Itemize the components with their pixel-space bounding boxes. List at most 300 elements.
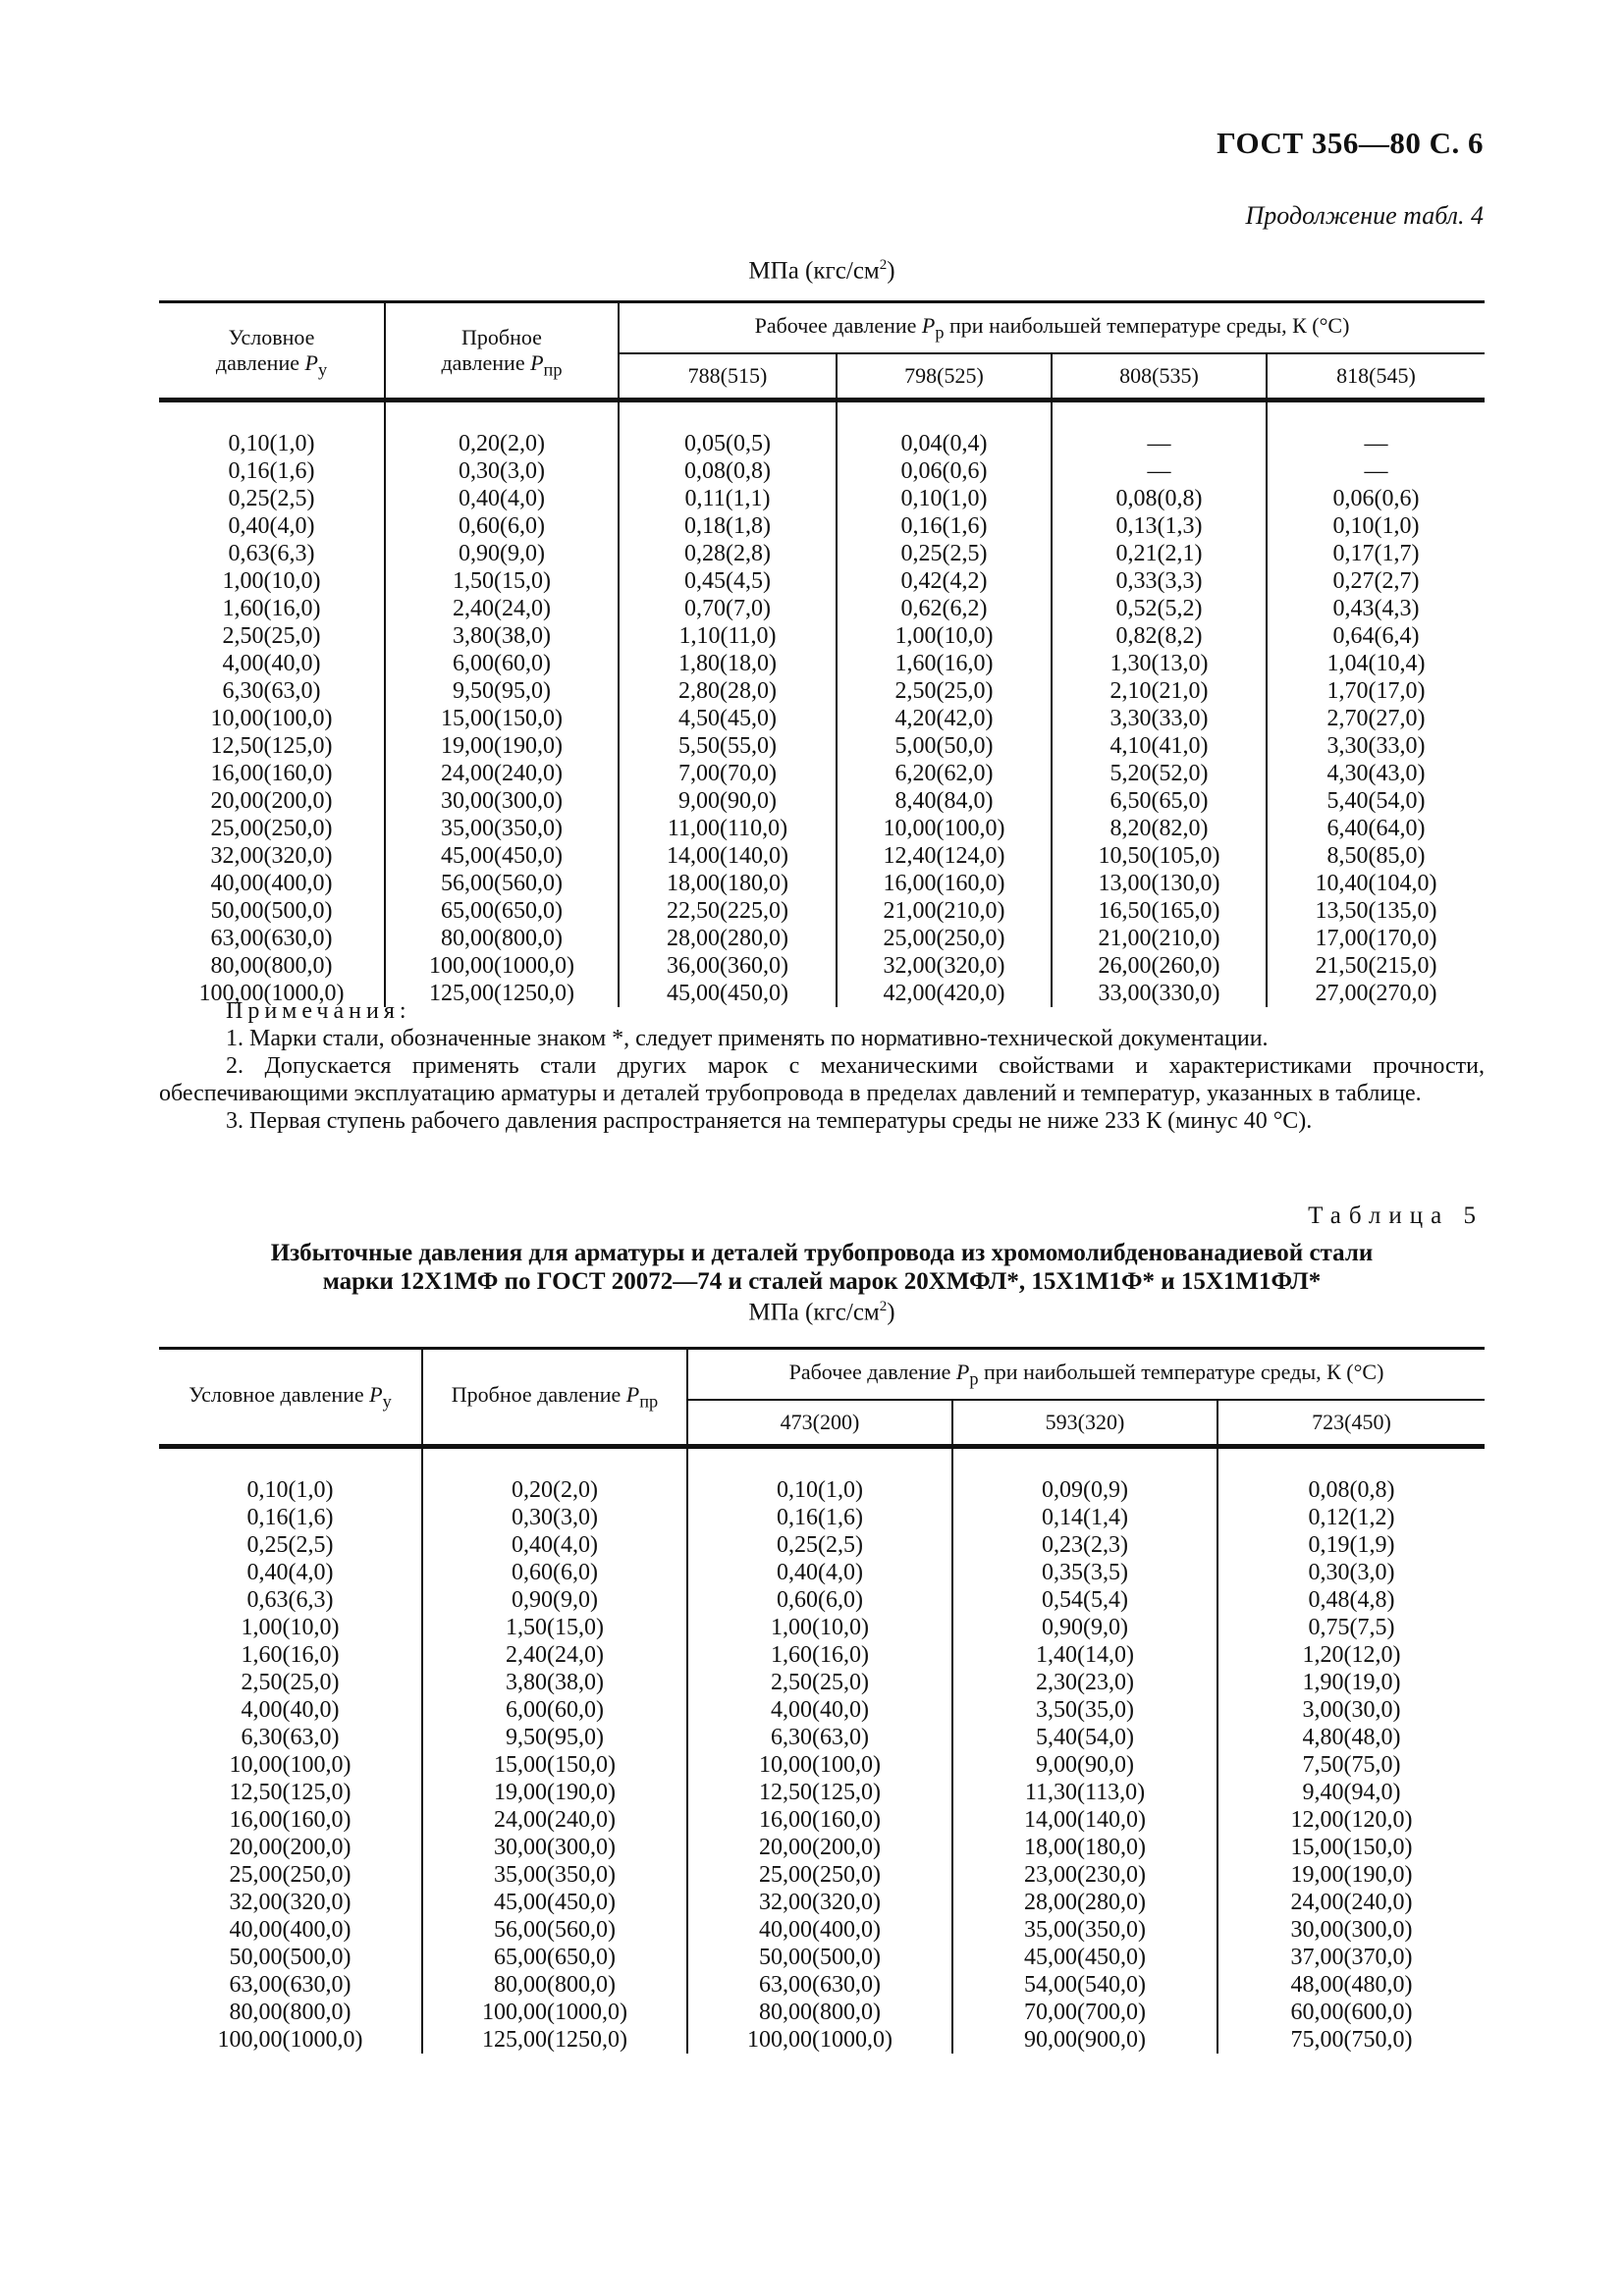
table-row (159, 815, 1485, 842)
table-cell: 16,00(160,0) (687, 1806, 952, 1834)
table-row (159, 842, 1485, 870)
table4 (159, 300, 1485, 1007)
table-cell: 10,00(100,0) (837, 815, 1052, 842)
table-cell: 45,00(450,0) (422, 1889, 687, 1916)
table-cell: 0,10(1,0) (1267, 512, 1485, 540)
table-cell: 0,16(1,6) (228, 458, 315, 484)
table-cell: 9,00(90,0) (619, 787, 837, 815)
continuation-label: Продолжение табл. 4 (1245, 201, 1484, 230)
table-cell: 1,90(19,0) (1217, 1669, 1485, 1696)
table-cell: 15,00(150,0) (385, 705, 619, 732)
table-cell: 28,00(280,0) (619, 925, 837, 952)
table-cell: 6,30(63,0) (687, 1724, 952, 1751)
table-row (159, 622, 1485, 650)
table-cell: 1,60(16,0) (687, 1641, 952, 1669)
table-cell: 0,40(4,0) (228, 513, 315, 539)
table-cell: 90,00(900,0) (952, 2026, 1217, 2054)
table-cell: 0,42(4,2) (837, 567, 1052, 595)
table-cell: 63,00(630,0) (687, 1971, 952, 1999)
table-cell: 11,00(110,0) (619, 815, 837, 842)
table5 (159, 1347, 1485, 2054)
table-cell: 2,50(25,0) (241, 1670, 340, 1695)
table-cell: 25,00(250,0) (837, 925, 1052, 952)
table-cell: 0,21(2,1) (1052, 540, 1267, 567)
table-cell: 100,00(1000,0) (687, 2026, 952, 2054)
table-cell: — (1052, 430, 1267, 457)
table-row (159, 540, 1485, 567)
table-cell: 0,63(6,3) (228, 541, 315, 566)
table-cell: 19,00(190,0) (422, 1779, 687, 1806)
table-cell: 0,11(1,1) (619, 485, 837, 512)
header-temp: 723(450) (1217, 1400, 1485, 1447)
table-cell: 4,80(48,0) (1217, 1724, 1485, 1751)
table-cell: 0,40(4,0) (246, 1560, 334, 1585)
table-cell: 0,40(4,0) (687, 1559, 952, 1586)
table-cell: 42,00(420,0) (837, 980, 1052, 1007)
table-cell: 0,45(4,5) (619, 567, 837, 595)
table-cell: 12,40(124,0) (837, 842, 1052, 870)
table-cell: 60,00(600,0) (1217, 1999, 1485, 2026)
table-cell: 2,40(24,0) (422, 1641, 687, 1669)
table-row (159, 1916, 1485, 1944)
table-cell: 0,60(6,0) (687, 1586, 952, 1614)
header-working-pressure: Рабочее давление $P_р$ при наибольшей температуре среды, К (°С) (687, 1349, 1485, 1400)
table-cell: 0,63(6,3) (246, 1587, 334, 1613)
table-row (159, 1999, 1485, 2026)
table-cell: — (1267, 457, 1485, 485)
table-cell: 32,00(320,0) (837, 952, 1052, 980)
table-cell: 80,00(800,0) (229, 2000, 352, 2025)
table-cell: 1,40(14,0) (952, 1641, 1217, 1669)
table5-title: Избыточные давления для арматуры и деталей трубопровода из хромомолибденованадиевой стали марки 12Х1МФ по ГОСТ 20072—74 и сталей марок 20ХМФЛ*, 15Х1М1Ф* и 15Х1М1ФЛ* (270, 1240, 1374, 1295)
table-cell: 0,09(0,9) (952, 1476, 1217, 1504)
table-row (159, 457, 1485, 485)
table-row (159, 1861, 1485, 1889)
table-cell: 9,50(95,0) (422, 1724, 687, 1751)
table-cell: 0,04(0,4) (837, 430, 1052, 457)
table5-units: МПа $(кгс/см^2)$ (748, 1299, 895, 1326)
table-cell: 8,40(84,0) (837, 787, 1052, 815)
table-cell: 15,00(150,0) (1217, 1834, 1485, 1861)
note-item: 1. Марки стали, обозначенные знаком *, следует применять по нормативно-технической документации. (226, 1026, 1269, 1051)
table-cell: 56,00(560,0) (422, 1916, 687, 1944)
header-working-pressure: Рабочее давление $P_р$ при наибольшей температуре среды, К (°С) (619, 302, 1485, 353)
table-cell: 1,04(10,4) (1267, 650, 1485, 677)
table-cell: 0,10(1,0) (228, 431, 315, 456)
table-cell: 27,00(270,0) (1267, 980, 1485, 1007)
table-cell: 56,00(560,0) (385, 870, 619, 897)
table-row (159, 1696, 1485, 1724)
table-cell: 0,30(3,0) (385, 457, 619, 485)
table-cell: 13,00(130,0) (1052, 870, 1267, 897)
table-cell: 0,75(7,5) (1217, 1614, 1485, 1641)
table-cell: 7,00(70,0) (619, 760, 837, 787)
table-cell: 0,16(1,6) (246, 1505, 334, 1530)
table-cell: 0,60(6,0) (422, 1559, 687, 1586)
note-item: 2. Допускается применять стали других марок с механическими свойствами и характеристиками прочности, обеспечивающими эксплуатацию арматуры и деталей трубопровода в пределах давлений и температур, указанных в таблице. (159, 1053, 1485, 1106)
table-cell: — (1052, 457, 1267, 485)
table-cell: 0,40(4,0) (385, 485, 619, 512)
table-cell: 28,00(280,0) (952, 1889, 1217, 1916)
table-cell: 8,20(82,0) (1052, 815, 1267, 842)
table-cell: 63,00(630,0) (210, 926, 333, 951)
table-cell: 24,00(240,0) (1217, 1889, 1485, 1916)
table-cell: 50,00(500,0) (229, 1945, 352, 1970)
table-row (159, 787, 1485, 815)
header-test-pressure: Пробное давление $P_{пр}$ (422, 1349, 687, 1447)
table-cell: 30,00(300,0) (422, 1834, 687, 1861)
table-cell: 5,20(52,0) (1052, 760, 1267, 787)
table-row (159, 1586, 1485, 1614)
table-cell: 100,00(1000,0) (385, 952, 619, 980)
table-cell: 1,50(15,0) (385, 567, 619, 595)
table-cell: 0,43(4,3) (1267, 595, 1485, 622)
table-cell: 0,19(1,9) (1217, 1531, 1485, 1559)
table-cell: 0,82(8,2) (1052, 622, 1267, 650)
table-row (159, 870, 1485, 897)
table-row (159, 1944, 1485, 1971)
table-cell: 32,00(320,0) (687, 1889, 952, 1916)
table5-body (159, 1447, 1485, 2055)
table-cell: 0,08(0,8) (1217, 1476, 1485, 1504)
table-cell: 2,50(25,0) (687, 1669, 952, 1696)
table-cell: 100,00(1000,0) (422, 1999, 687, 2026)
table-row (159, 1531, 1485, 1559)
table-cell: 33,00(330,0) (1052, 980, 1267, 1007)
table-row (159, 1779, 1485, 1806)
header-temp: 818(545) (1267, 353, 1485, 400)
table-cell: 80,00(800,0) (687, 1999, 952, 2026)
table-cell: 0,33(3,3) (1052, 567, 1267, 595)
header-temp: 808(535) (1052, 353, 1267, 400)
table-cell: 13,50(135,0) (1267, 897, 1485, 925)
table-cell: 125,00(1250,0) (385, 980, 619, 1007)
table-cell: 10,00(100,0) (229, 1752, 352, 1778)
table-cell: 25,00(250,0) (210, 816, 333, 841)
table-cell: 5,40(54,0) (952, 1724, 1217, 1751)
table-cell: 65,00(650,0) (385, 897, 619, 925)
table-cell: 1,10(11,0) (619, 622, 837, 650)
table-cell: 5,00(50,0) (837, 732, 1052, 760)
table-cell: 0,06(0,6) (837, 457, 1052, 485)
table-cell: 32,00(320,0) (210, 843, 333, 869)
table-cell: 16,00(160,0) (210, 761, 333, 786)
table-cell: 45,00(450,0) (619, 980, 837, 1007)
table-cell: 6,50(65,0) (1052, 787, 1267, 815)
notes-title: Примечания: (226, 998, 411, 1024)
table-cell: 45,00(450,0) (385, 842, 619, 870)
table-cell: 16,50(165,0) (1052, 897, 1267, 925)
table-cell: 4,00(40,0) (687, 1696, 952, 1724)
table-row (159, 760, 1485, 787)
table-cell: 80,00(800,0) (210, 953, 333, 979)
table-cell: 12,50(125,0) (229, 1780, 352, 1805)
table-cell: 37,00(370,0) (1217, 1944, 1485, 1971)
table-cell: 100,00(1000,0) (198, 981, 345, 1006)
table-cell: 4,00(40,0) (222, 651, 321, 676)
table-cell: 0,10(1,0) (246, 1477, 334, 1503)
table-cell: 4,30(43,0) (1267, 760, 1485, 787)
table-cell: 21,50(215,0) (1267, 952, 1485, 980)
table-cell: 0,06(0,6) (1267, 485, 1485, 512)
table-cell: 20,00(200,0) (687, 1834, 952, 1861)
table-cell: 0,13(1,3) (1052, 512, 1267, 540)
table-row (159, 1669, 1485, 1696)
table-cell: 0,70(7,0) (619, 595, 837, 622)
header-temp: 473(200) (687, 1400, 952, 1447)
table-cell: 48,00(480,0) (1217, 1971, 1485, 1999)
table-cell: 1,30(13,0) (1052, 650, 1267, 677)
table-row (159, 1476, 1485, 1504)
table-cell: 8,50(85,0) (1267, 842, 1485, 870)
table-cell: 0,27(2,7) (1267, 567, 1485, 595)
table4-units: МПа $(кгс/см^2)$ (748, 257, 895, 285)
table-cell: 6,30(63,0) (222, 678, 321, 704)
table-row (159, 567, 1485, 595)
table-cell: 40,00(400,0) (229, 1917, 352, 1943)
table-cell: 3,80(38,0) (385, 622, 619, 650)
table-cell: 0,30(3,0) (422, 1504, 687, 1531)
table-row (159, 512, 1485, 540)
table-cell: 15,00(150,0) (422, 1751, 687, 1779)
table-cell: 0,52(5,2) (1052, 595, 1267, 622)
table-cell: 0,35(3,5) (952, 1559, 1217, 1586)
table-cell: 22,50(225,0) (619, 897, 837, 925)
table-cell: 20,00(200,0) (229, 1835, 352, 1860)
table-cell: 80,00(800,0) (422, 1971, 687, 1999)
table-cell: 0,20(2,0) (385, 430, 619, 457)
table-cell: 54,00(540,0) (952, 1971, 1217, 1999)
table-cell: 12,50(125,0) (687, 1779, 952, 1806)
table-cell: 0,40(4,0) (422, 1531, 687, 1559)
table-cell: 0,18(1,8) (619, 512, 837, 540)
table-cell: 24,00(240,0) (422, 1806, 687, 1834)
table-cell: 35,00(350,0) (422, 1861, 687, 1889)
table-cell: 0,10(1,0) (687, 1476, 952, 1504)
table-cell: 0,20(2,0) (422, 1476, 687, 1504)
table-cell: 1,50(15,0) (422, 1614, 687, 1641)
table-cell: 35,00(350,0) (385, 815, 619, 842)
table-cell: 5,50(55,0) (619, 732, 837, 760)
table-row (159, 650, 1485, 677)
table-cell: 0,23(2,3) (952, 1531, 1217, 1559)
table-cell: 20,00(200,0) (210, 788, 333, 814)
table-row (159, 1971, 1485, 1999)
table-cell: 16,00(160,0) (837, 870, 1052, 897)
table-cell: 10,50(105,0) (1052, 842, 1267, 870)
table-cell: 26,00(260,0) (1052, 952, 1267, 980)
table-cell: 3,80(38,0) (422, 1669, 687, 1696)
header-temp: 788(515) (619, 353, 837, 400)
table-cell: 40,00(400,0) (687, 1916, 952, 1944)
table-row (159, 1834, 1485, 1861)
table-cell: — (1267, 430, 1485, 457)
table-cell: 0,30(3,0) (1217, 1559, 1485, 1586)
table-cell: 1,20(12,0) (1217, 1641, 1485, 1669)
table-cell: 75,00(750,0) (1217, 2026, 1485, 2054)
table-cell: 1,00(10,0) (222, 568, 321, 594)
table-cell: 17,00(170,0) (1267, 925, 1485, 952)
table-cell: 14,00(140,0) (952, 1806, 1217, 1834)
table-cell: 0,25(2,5) (687, 1531, 952, 1559)
table-cell: 21,00(210,0) (837, 897, 1052, 925)
table-cell: 0,14(1,4) (952, 1504, 1217, 1531)
table-cell: 80,00(800,0) (385, 925, 619, 952)
table-cell: 25,00(250,0) (687, 1861, 952, 1889)
table-row (159, 1504, 1485, 1531)
table-cell: 2,50(25,0) (837, 677, 1052, 705)
table-cell: 1,80(18,0) (619, 650, 837, 677)
table-cell: 0,12(1,2) (1217, 1504, 1485, 1531)
note-item: 3. Первая ступень рабочего давления распространяется на температуры среды не ниже 233 К (минус 40 °С). (226, 1108, 1313, 1134)
table-cell: 10,00(100,0) (687, 1751, 952, 1779)
table-cell: 45,00(450,0) (952, 1944, 1217, 1971)
header-temp: 798(525) (837, 353, 1052, 400)
table-row (159, 705, 1485, 732)
table-cell: 50,00(500,0) (687, 1944, 952, 1971)
table-cell: 0,08(0,8) (619, 457, 837, 485)
table-cell: 16,00(160,0) (229, 1807, 352, 1833)
header-test-pressure: Пробное давление $P_{пр}$ (385, 302, 619, 400)
table-row (159, 1751, 1485, 1779)
table-row (159, 1559, 1485, 1586)
table-cell: 6,20(62,0) (837, 760, 1052, 787)
table-cell: 2,50(25,0) (222, 623, 321, 649)
table-cell: 19,00(190,0) (385, 732, 619, 760)
table-cell: 23,00(230,0) (952, 1861, 1217, 1889)
table-cell: 1,70(17,0) (1267, 677, 1485, 705)
table-cell: 70,00(700,0) (952, 1999, 1217, 2026)
table-cell: 63,00(630,0) (229, 1972, 352, 1998)
table-cell: 24,00(240,0) (385, 760, 619, 787)
table-cell: 9,00(90,0) (952, 1751, 1217, 1779)
table-cell: 0,60(6,0) (385, 512, 619, 540)
table-cell: 2,70(27,0) (1267, 705, 1485, 732)
table-cell: 0,64(6,4) (1267, 622, 1485, 650)
table-cell: 10,40(104,0) (1267, 870, 1485, 897)
table-cell: 12,50(125,0) (210, 733, 333, 759)
table-cell: 19,00(190,0) (1217, 1861, 1485, 1889)
table5-label: Таблица 5 (1308, 1202, 1484, 1229)
table-cell: 3,00(30,0) (1217, 1696, 1485, 1724)
table-cell: 2,80(28,0) (619, 677, 837, 705)
table-cell: 0,08(0,8) (1052, 485, 1267, 512)
table-cell: 6,30(63,0) (241, 1725, 340, 1750)
header-nominal-pressure: Условное давление $P_у$ (215, 324, 328, 380)
table-cell: 4,20(42,0) (837, 705, 1052, 732)
table-cell: 14,00(140,0) (619, 842, 837, 870)
header-nominal-pressure: Условное давление $P_у$ (189, 1381, 392, 1412)
table-cell: 18,00(180,0) (619, 870, 837, 897)
table-cell: 10,00(100,0) (210, 706, 333, 731)
table-cell: 2,40(24,0) (385, 595, 619, 622)
table-cell: 0,90(9,0) (422, 1586, 687, 1614)
table-cell: 1,60(16,0) (222, 596, 321, 621)
table-cell: 0,05(0,5) (619, 430, 837, 457)
table-row (159, 485, 1485, 512)
table-row (159, 1724, 1485, 1751)
table-cell: 0,25(2,5) (228, 486, 315, 511)
table-cell: 35,00(350,0) (952, 1916, 1217, 1944)
table-cell: 0,25(2,5) (837, 540, 1052, 567)
table-cell: 6,00(60,0) (422, 1696, 687, 1724)
table-cell: 32,00(320,0) (229, 1890, 352, 1915)
table-row (159, 677, 1485, 705)
table-cell: 0,25(2,5) (246, 1532, 334, 1558)
table-cell: 0,90(9,0) (385, 540, 619, 567)
table-cell: 0,17(1,7) (1267, 540, 1485, 567)
table-cell: 40,00(400,0) (210, 871, 333, 896)
table-cell: 65,00(650,0) (422, 1944, 687, 1971)
table-row (159, 897, 1485, 925)
table-row (159, 1889, 1485, 1916)
table-cell: 0,62(6,2) (837, 595, 1052, 622)
table-cell: 0,90(9,0) (952, 1614, 1217, 1641)
table-cell: 5,40(54,0) (1267, 787, 1485, 815)
table-cell: 0,28(2,8) (619, 540, 837, 567)
table-cell: 30,00(300,0) (385, 787, 619, 815)
page-header: ГОСТ 356—80 С. 6 (1217, 126, 1484, 160)
table-cell: 9,40(94,0) (1217, 1779, 1485, 1806)
table-row (159, 2026, 1485, 2054)
table-cell: 3,30(33,0) (1052, 705, 1267, 732)
table-cell: 11,30(113,0) (952, 1779, 1217, 1806)
table-row (159, 430, 1485, 457)
table-cell: 4,10(41,0) (1052, 732, 1267, 760)
table-cell: 25,00(250,0) (229, 1862, 352, 1888)
table-row (159, 1806, 1485, 1834)
table-cell: 50,00(500,0) (210, 898, 333, 924)
table-row (159, 925, 1485, 952)
table-cell: 100,00(1000,0) (217, 2027, 363, 2053)
table-cell: 3,30(33,0) (1267, 732, 1485, 760)
table-row (159, 952, 1485, 980)
table-cell: 30,00(300,0) (1217, 1916, 1485, 1944)
table-cell: 3,50(35,0) (952, 1696, 1217, 1724)
table-cell: 1,00(10,0) (241, 1615, 340, 1640)
table-cell: 4,50(45,0) (619, 705, 837, 732)
table-cell: 2,10(21,0) (1052, 677, 1267, 705)
table-cell: 1,00(10,0) (687, 1614, 952, 1641)
table-row (159, 732, 1485, 760)
table-cell: 0,16(1,6) (687, 1504, 952, 1531)
table-cell: 9,50(95,0) (385, 677, 619, 705)
notes (159, 997, 1485, 1135)
table-cell: 0,16(1,6) (837, 512, 1052, 540)
table-row (159, 595, 1485, 622)
table4-body (159, 400, 1485, 1008)
table-cell: 1,60(16,0) (837, 650, 1052, 677)
table-cell: 7,50(75,0) (1217, 1751, 1485, 1779)
table-cell: 12,00(120,0) (1217, 1806, 1485, 1834)
table-cell: 36,00(360,0) (619, 952, 837, 980)
table-cell: 2,30(23,0) (952, 1669, 1217, 1696)
table-cell: 4,00(40,0) (241, 1697, 340, 1723)
table-cell: 0,54(5,4) (952, 1586, 1217, 1614)
table-cell: 1,60(16,0) (241, 1642, 340, 1668)
table-cell: 6,00(60,0) (385, 650, 619, 677)
table-row (159, 1614, 1485, 1641)
header-temp: 593(320) (952, 1400, 1217, 1447)
table-cell: 21,00(210,0) (1052, 925, 1267, 952)
table-cell: 6,40(64,0) (1267, 815, 1485, 842)
table-cell: 18,00(180,0) (952, 1834, 1217, 1861)
table-cell: 0,48(4,8) (1217, 1586, 1485, 1614)
table-cell: 1,00(10,0) (837, 622, 1052, 650)
table-cell: 125,00(1250,0) (422, 2026, 687, 2054)
table-cell: 0,10(1,0) (837, 485, 1052, 512)
table-row (159, 1641, 1485, 1669)
